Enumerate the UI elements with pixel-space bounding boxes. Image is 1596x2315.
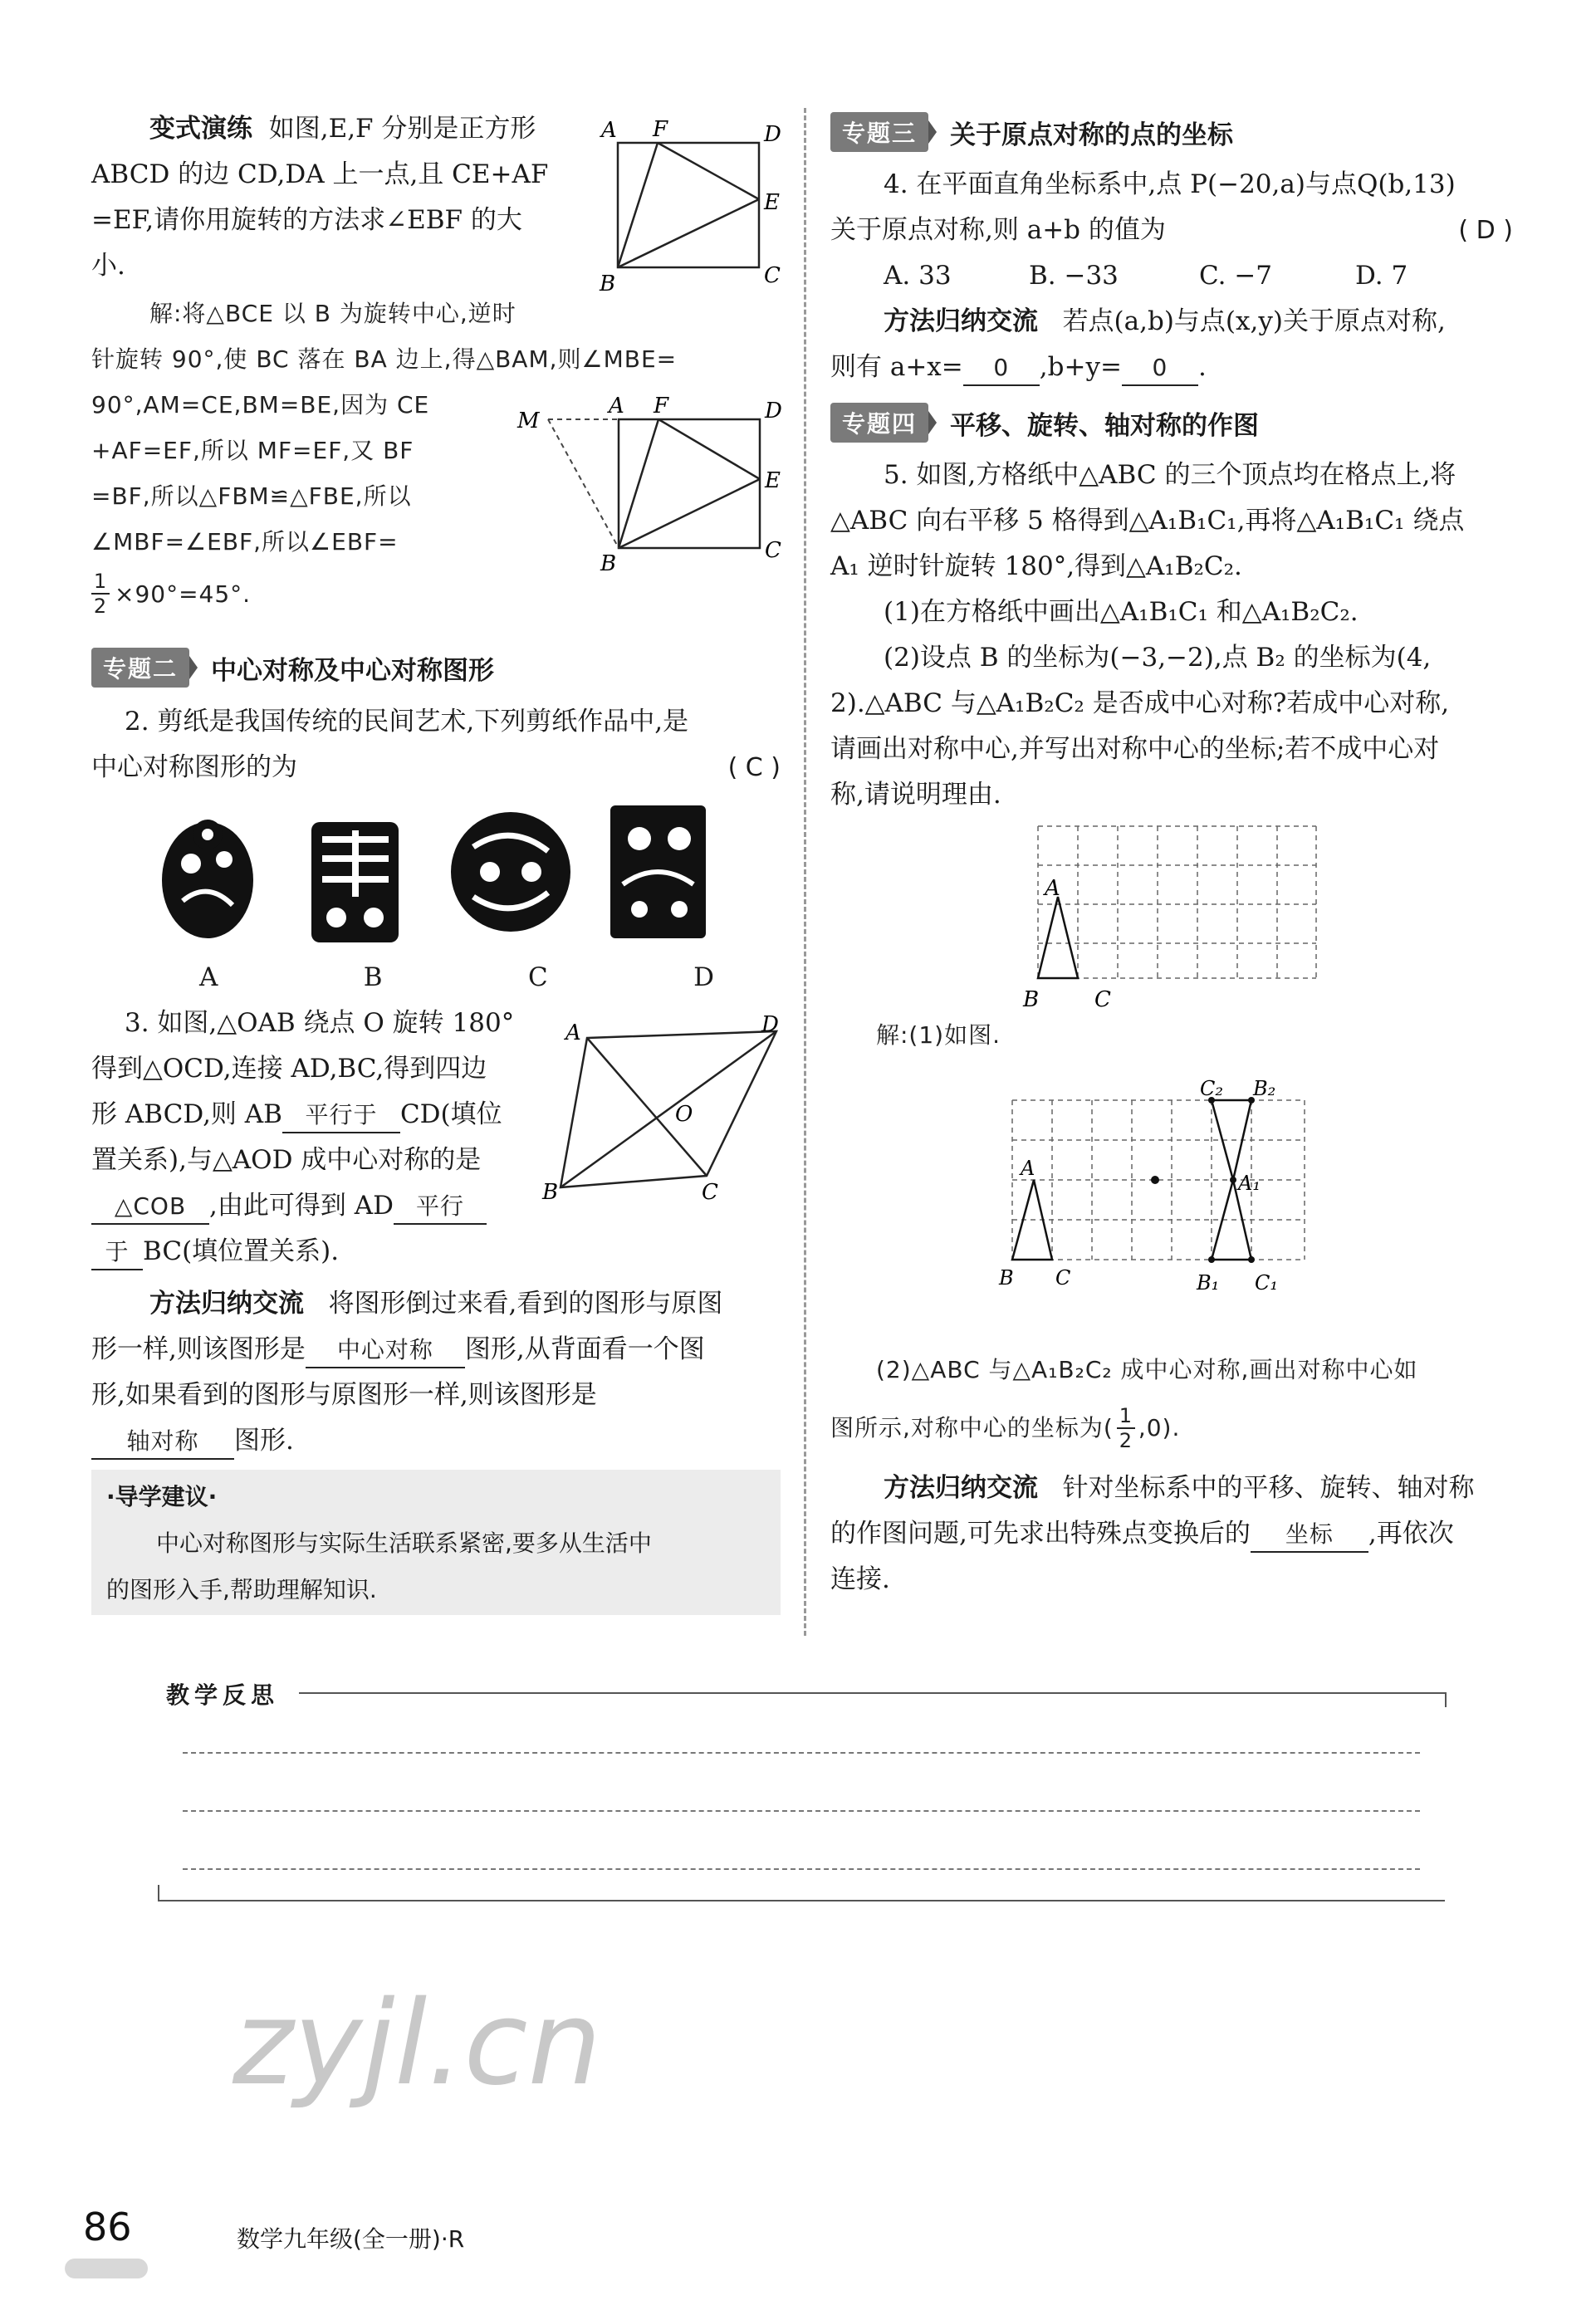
q3-line: 得到△OCD,连接 AD,BC,得到四边 — [91, 1054, 487, 1084]
solution-line: ,0). — [1138, 1414, 1181, 1441]
question-2 — [91, 699, 781, 790]
papercut-a-icon — [158, 801, 257, 947]
q3-line: CD(填位 — [399, 1099, 502, 1129]
symmetry-center-dot — [1151, 1176, 1159, 1184]
reflection-left-edge — [158, 1885, 159, 1900]
frac-den: 2 — [1119, 1429, 1133, 1452]
option-b: B — [363, 962, 383, 992]
question-3 — [91, 1001, 531, 1275]
q5-line: 2).△ABC 与△A₁B₂C₂ 是否成中心对称?若成中心对称, — [830, 688, 1450, 718]
quadrilateral-figure — [536, 1013, 793, 1212]
q2-line: 2. 剪纸是我国传统的民间艺术,下列剪纸作品中,是 — [125, 707, 689, 737]
label-C: C — [702, 1180, 718, 1205]
tag-arrow-icon — [928, 411, 937, 434]
label-E: E — [765, 468, 781, 493]
solution-line: 90°,AM=CE,BM=BE,因为 CE — [91, 391, 430, 418]
question-5 — [830, 453, 1520, 818]
solution-line: ∠MBF=∠EBF,所以∠EBF= — [91, 528, 399, 556]
method-text: 若点(a,b)与点(x,y)关于原点对称, — [1062, 306, 1446, 336]
frac-num: 1 — [1119, 1404, 1133, 1427]
topic3-blank-2: 0 — [1122, 351, 1198, 386]
topic2-header — [91, 648, 494, 688]
label-A: A — [1021, 1157, 1035, 1180]
solution-line: 图所示,对称中心的坐标为( — [830, 1414, 1114, 1441]
option-c: C — [527, 962, 548, 992]
method-text: ,b+y= — [1039, 352, 1122, 382]
square-figure-1 — [598, 116, 789, 295]
label-A: A — [565, 1020, 581, 1045]
method-label: 方法归纳交流 — [149, 1289, 304, 1319]
solution-2 — [830, 1341, 1520, 1457]
option-d: D — [693, 962, 714, 992]
q3-line: ,由此可得到 AD — [209, 1191, 394, 1221]
q3-blank-3a: 平行 — [394, 1190, 487, 1225]
choice-c: C. −7 — [1199, 261, 1273, 291]
topic2-method — [91, 1281, 781, 1464]
column-divider — [804, 108, 806, 1636]
variant-q-line: 如图,E,F 分别是正方形 — [268, 114, 536, 144]
label-C1: C₁ — [1255, 1271, 1278, 1295]
method-line: 形,如果看到的图形与原图形一样,则该图形是 — [91, 1380, 597, 1410]
guide-line: 中心对称图形与实际生活联系紧密,要多从生活中 — [156, 1529, 652, 1557]
half-fraction — [91, 570, 110, 618]
label-B1: B₁ — [1197, 1271, 1220, 1295]
solution-line: (2)△ABC 与△A₁B₂C₂ 成中心对称,画出对称中心如 — [876, 1356, 1418, 1383]
label-D: D — [765, 399, 782, 423]
q4-answer: ( D ) — [1458, 216, 1513, 245]
q4-line: 关于原点对称,则 a+b 的值为 — [830, 215, 1166, 245]
label-A: A — [1045, 876, 1060, 901]
method-line: 图形,从背面看一个图 — [464, 1334, 705, 1364]
papercut-options — [158, 801, 722, 951]
reflection-right-edge — [1445, 1692, 1447, 1707]
q3-line: BC(填位置关系). — [143, 1236, 340, 1266]
choice-d: D. 7 — [1355, 261, 1408, 291]
variant-q-line: =EF,请你用旋转的方法求∠EBF 的大 — [91, 205, 522, 235]
topic4-tag: 专题四 — [830, 403, 928, 443]
book-title: 数学九年级(全一册)·R — [237, 2225, 465, 2253]
label-C: C — [1055, 1266, 1071, 1290]
label-O: O — [675, 1102, 693, 1127]
tag-arrow-icon — [928, 120, 937, 144]
frac-den: 2 — [93, 595, 108, 618]
method-line: 的作图问题,可先求出特殊点变换后的 — [830, 1519, 1251, 1549]
q3-line: 形 ABCD,则 AB — [91, 1099, 282, 1129]
label-E: E — [764, 190, 780, 215]
q5-line: (1)在方格纸中画出△A₁B₁C₁ 和△A₁B₂C₂. — [884, 597, 1359, 627]
q3-blank-1: 平行于 — [282, 1099, 400, 1133]
topic2-tag: 专题二 — [91, 648, 189, 688]
choice-b: B. −33 — [1029, 261, 1119, 291]
label-F: F — [653, 117, 668, 142]
q3-line: 置关系),与△AOD 成中心对称的是 — [91, 1145, 482, 1175]
method-line: 图形. — [234, 1426, 294, 1456]
variant-label: 变式演练 — [149, 114, 252, 144]
papercut-b-icon — [307, 818, 403, 947]
label-A: A — [609, 394, 624, 418]
half-fraction — [1117, 1404, 1135, 1452]
method-line: 将图形倒过来看,看到的图形与原图 — [328, 1289, 723, 1319]
q5-line: A₁ 逆时针旋转 180°,得到△A₁B₂C₂. — [830, 551, 1242, 581]
question-4 — [830, 162, 1520, 390]
frac-num: 1 — [93, 570, 108, 593]
reflection-bottom-line — [158, 1900, 1445, 1901]
label-B: B — [600, 272, 616, 295]
method-line: 形一样,则该图形是 — [91, 1334, 306, 1364]
watermark-text: zyjl.cn — [233, 1976, 602, 2112]
q2-answer: ( C ) — [727, 753, 781, 782]
reflection-line — [183, 1868, 1420, 1870]
solution-line: 解:将△BCE 以 B 为旋转中心,逆时 — [149, 300, 516, 327]
reflection-title: 教学反思 — [166, 1681, 280, 1709]
grid-figure-2 — [992, 1067, 1341, 1299]
reflection-line — [183, 1752, 1420, 1754]
q3-blank-3b: 于 — [91, 1236, 143, 1270]
option-a: A — [199, 962, 218, 992]
topic3-blank-1: 0 — [963, 351, 1040, 386]
q5-line: △ABC 向右平移 5 格得到△A₁B₁C₁,再将△A₁B₁C₁ 绕点 — [830, 506, 1465, 536]
label-D: D — [761, 1013, 779, 1037]
choice-a: A. 33 — [884, 261, 952, 291]
variant-q-line: 小. — [91, 251, 125, 281]
topic3-header — [830, 112, 1233, 152]
q3-line: 3. 如图,△OAB 绕点 O 旋转 180° — [125, 1008, 515, 1038]
reflection-top-line — [299, 1692, 1445, 1694]
variant-q-line: ABCD 的边 CD,DA 上一点,且 CE+AF — [91, 159, 549, 189]
topic3-title: 关于原点对称的点的坐标 — [950, 120, 1234, 150]
label-A: A — [601, 118, 617, 143]
method-label: 方法归纳交流 — [884, 306, 1038, 336]
topic4-title: 平移、旋转、轴对称的作图 — [950, 410, 1260, 441]
label-C2: C₂ — [1200, 1077, 1223, 1100]
method-text: 则有 a+x= — [830, 352, 963, 382]
label-B: B — [1023, 987, 1040, 1012]
method-blank-2: 轴对称 — [91, 1425, 234, 1460]
label-C: C — [765, 538, 781, 563]
solution-line: =BF,所以△FBM≌△FBE,所以 — [91, 482, 412, 510]
label-A1: A₁ — [1238, 1172, 1261, 1195]
solution-1: 解:(1)如图. — [876, 1021, 1001, 1049]
method-line: 连接. — [830, 1564, 890, 1594]
topic4-method — [830, 1466, 1520, 1603]
reflection-line — [183, 1810, 1420, 1812]
topic3-tag: 专题三 — [830, 112, 928, 152]
solution-line: +AF=EF,所以 MF=EF,又 BF — [91, 437, 414, 464]
q5-line: 5. 如图,方格纸中△ABC 的三个顶点均在格点上,将 — [884, 460, 1456, 490]
label-B2: B₂ — [1253, 1077, 1276, 1100]
guide-content — [106, 1474, 771, 1613]
method-line: ,再依次 — [1368, 1519, 1454, 1549]
method-label: 方法归纳交流 — [884, 1473, 1038, 1503]
square-figure-2 — [511, 386, 793, 577]
label-B: B — [999, 1266, 1014, 1290]
tag-arrow-icon — [189, 656, 198, 679]
grid-figure-1 — [1021, 822, 1337, 1013]
q5-line: (2)设点 B 的坐标为(−3,−2),点 B₂ 的坐标为(4, — [884, 643, 1432, 673]
solution-line: 针旋转 90°,使 BC 落在 BA 边上,得△BAM,则∠MBE= — [91, 345, 678, 373]
label-B: B — [542, 1180, 559, 1205]
guide-line: 的图形入手,帮助理解知识. — [106, 1576, 377, 1603]
label-C: C — [764, 263, 781, 288]
q3-blank-2: △COB — [91, 1190, 209, 1225]
q2-line: 中心对称图形的为 — [91, 752, 297, 782]
label-F: F — [654, 394, 669, 418]
papercut-d-icon — [606, 801, 710, 942]
page-number: 86 — [83, 2205, 132, 2249]
topic2-title: 中心对称及中心对称图形 — [211, 655, 495, 686]
q5-line: 称,请说明理由. — [830, 780, 1001, 810]
q4-line: 4. 在平面直角坐标系中,点 P(−20,a)与点Q(b,13) — [884, 169, 1456, 199]
label-D: D — [764, 122, 781, 147]
q5-line: 请画出对称中心,并写出对称中心的坐标;若不成中心对 — [830, 734, 1440, 764]
topic4-method-blank: 坐标 — [1251, 1518, 1368, 1553]
label-M: M — [517, 409, 540, 433]
papercut-option-labels — [199, 955, 714, 1001]
solution-line: ×90°=45°. — [115, 580, 252, 608]
label-C: C — [1094, 987, 1111, 1012]
label-B: B — [600, 551, 617, 576]
page-number-bg — [65, 2259, 148, 2278]
method-blank-1: 中心对称 — [306, 1334, 465, 1368]
method-line: 针对坐标系中的平移、旋转、轴对称 — [1062, 1473, 1475, 1503]
method-text: . — [1197, 352, 1207, 382]
topic4-header — [830, 403, 1259, 443]
papercut-c-icon — [448, 805, 573, 938]
guide-title: ·导学建议· — [106, 1483, 218, 1510]
